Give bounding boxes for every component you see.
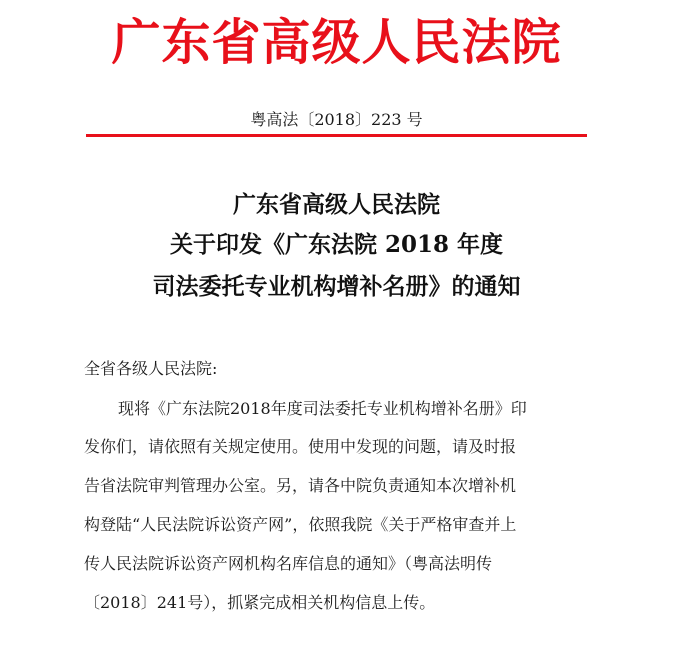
body-line-6: 〔2018〕241号），抓紧完成相关机构信息上传。 xyxy=(84,593,436,612)
notice-title-line-3: 司法委托专业机构增补名册》的通知 xyxy=(152,273,521,300)
body-line-3: 告省法院审判管理办公室。另，请各中院负责通知本次增补机 xyxy=(84,476,517,495)
notice-title-line-2: 关于印发《广东法院 2018 年度 xyxy=(169,231,504,258)
court-header-title: 广东省高级人民法院 xyxy=(111,13,562,71)
notice-title-line-1: 广东省高级人民法院 xyxy=(233,191,440,218)
red-divider-line xyxy=(86,134,587,137)
body-line-1: 现将《广东法院2018年度司法委托专业机构增补名册》印 xyxy=(118,399,527,418)
body-line-4: 构登陆“人民法院诉讼资产网”，依照我院《关于严格审查并上 xyxy=(84,515,517,534)
document-number: 粤高法〔2018〕223 号 xyxy=(250,110,423,129)
salutation: 全省各级人民法院: xyxy=(84,359,218,378)
body-line-5: 传人民法院诉讼资产网机构名库信息的通知》（粤高法明传 xyxy=(84,554,493,573)
body-line-2: 发你们，请依照有关规定使用。使用中发现的问题，请及时报 xyxy=(84,437,517,456)
